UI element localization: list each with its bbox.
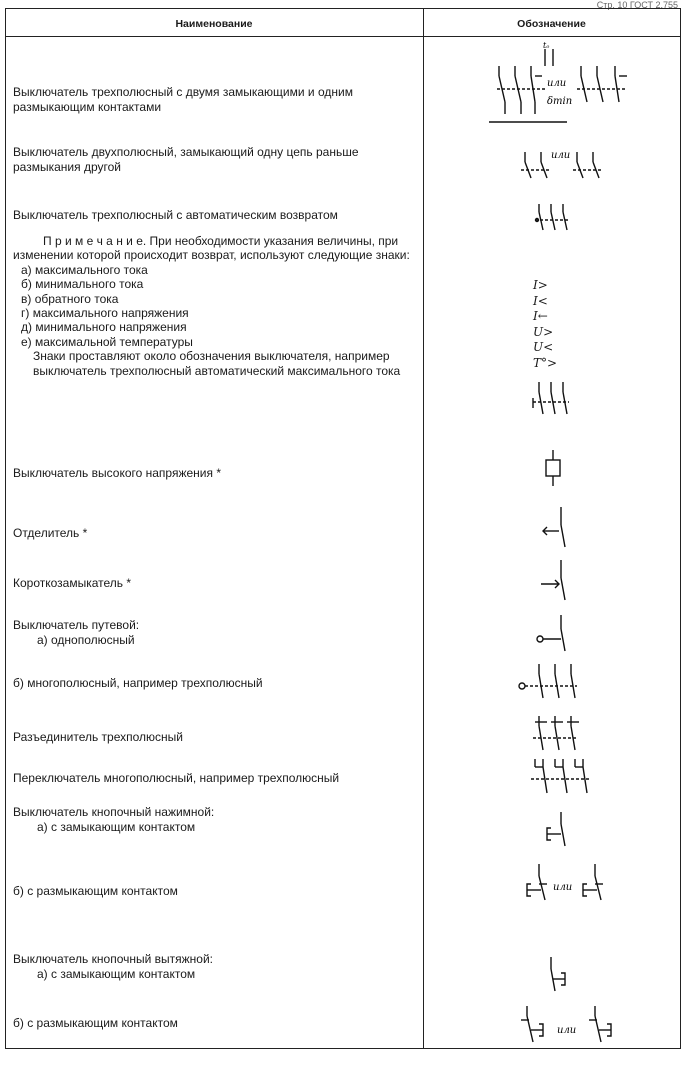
table-row <box>13 805 423 835</box>
changeover-switch-symbol <box>477 753 677 806</box>
table-row <box>13 952 423 982</box>
note-item: б) минимального тока <box>21 277 144 292</box>
note-item: е) максимальной температуры <box>21 334 193 349</box>
row-subtext: а) с замыкающим контактом <box>37 820 196 834</box>
table-row <box>13 730 423 745</box>
disconnector-symbol <box>477 503 677 558</box>
auto-return-switch-symbol <box>477 200 677 239</box>
row-text: Отделитель * <box>13 526 88 540</box>
row-text: Разъединитель трехполюсный <box>13 730 183 744</box>
table-right-border <box>680 8 681 1048</box>
delta-min-label: δmin <box>547 96 573 107</box>
row-subtext: а) однополюсный <box>37 633 135 647</box>
sign-max-current: I> <box>533 278 548 292</box>
sign-min-voltage: U< <box>533 340 554 354</box>
note-block <box>13 234 423 378</box>
sign-max-voltage: U> <box>533 324 554 339</box>
short-circuiter-symbol <box>477 556 677 611</box>
sign-max-temperature: T°> <box>533 355 558 370</box>
row-text: б) с размыкающим контактом <box>13 1016 178 1030</box>
note-outro: Знаки проставляют около обозначения выключателя, например выключатель трехполюсный автоматический максимального тока <box>33 349 401 378</box>
switch-3pole-symbol <box>477 41 677 129</box>
column-header-symbol: Обозначение <box>517 18 586 30</box>
table-row <box>13 884 423 899</box>
column-header-name: Наименование <box>175 18 253 30</box>
table-row <box>13 618 423 648</box>
push-button-make-symbol <box>477 808 677 857</box>
sign-reverse-current: I← <box>533 309 548 323</box>
table-row <box>13 145 423 175</box>
table-header-border <box>5 36 681 37</box>
t-zero-label: tₒ <box>543 41 550 50</box>
table-top-border <box>5 8 681 9</box>
row-text: Переключатель многополюсный, например трехполюсный <box>13 771 340 785</box>
row-text: Выключатель высокого напряжения * <box>13 466 221 480</box>
table-row <box>13 676 423 691</box>
table-column-divider <box>423 8 424 1048</box>
sign-min-current: I< <box>533 293 548 308</box>
note-item: д) минимального напряжения <box>21 320 187 335</box>
note-intro: П р и м е ч а н и е. При необходимости указания величины, при изменении которой происходит возврат, используют следующие знаки: <box>13 234 410 263</box>
row-text: б) с размыкающим контактом <box>13 884 178 898</box>
or-label: или <box>557 1025 577 1036</box>
row-text: Выключатель трехполюсный с двумя замыкающими и одним размыкающим контактами <box>13 85 353 114</box>
row-subtext: а) с замыкающим контактом <box>37 967 196 981</box>
note-item: а) максимального тока <box>21 262 148 277</box>
table-row <box>13 576 423 591</box>
pull-button-break-symbol <box>477 1000 677 1055</box>
table-row <box>13 208 423 223</box>
auto-max-current-switch-symbol <box>477 378 677 423</box>
row-text: Выключатель кнопочный вытяжной: <box>13 952 213 966</box>
or-label: или <box>547 78 567 89</box>
row-text: б) многополюсный, например трехполюсный <box>13 676 263 690</box>
row-text: Выключатель путевой: <box>13 618 140 632</box>
limit-switch-3pole-symbol <box>477 658 677 711</box>
note-item: г) максимального напряжения <box>21 306 189 321</box>
table-left-border <box>5 8 6 1048</box>
note-signs <box>533 278 557 371</box>
table-row <box>13 526 423 541</box>
table-row <box>13 1016 423 1031</box>
limit-switch-1pole-symbol <box>477 613 677 662</box>
row-text: Выключатель двухполюсный, замыкающий одну цепь раньше размыкания другой <box>13 145 359 174</box>
table-row <box>13 85 423 115</box>
hv-switch-symbol <box>477 448 677 497</box>
row-text: Выключатель кнопочный нажимной: <box>13 805 215 819</box>
table-row <box>13 466 423 481</box>
push-button-break-symbol <box>477 860 677 915</box>
or-label: или <box>551 150 571 161</box>
page-reference: Стр. 10 ГОСТ 2.755 <box>596 0 678 10</box>
row-text: Выключатель трехполюсный с автоматическим возвратом <box>13 208 338 222</box>
row-text: Короткозамыкатель * <box>13 576 132 590</box>
symbols-table <box>5 8 681 1048</box>
note-item: в) обратного тока <box>21 291 119 306</box>
switch-2pole-symbol <box>477 144 677 189</box>
pull-button-make-symbol <box>477 953 677 1002</box>
or-label: или <box>553 882 573 893</box>
table-row <box>13 771 423 786</box>
